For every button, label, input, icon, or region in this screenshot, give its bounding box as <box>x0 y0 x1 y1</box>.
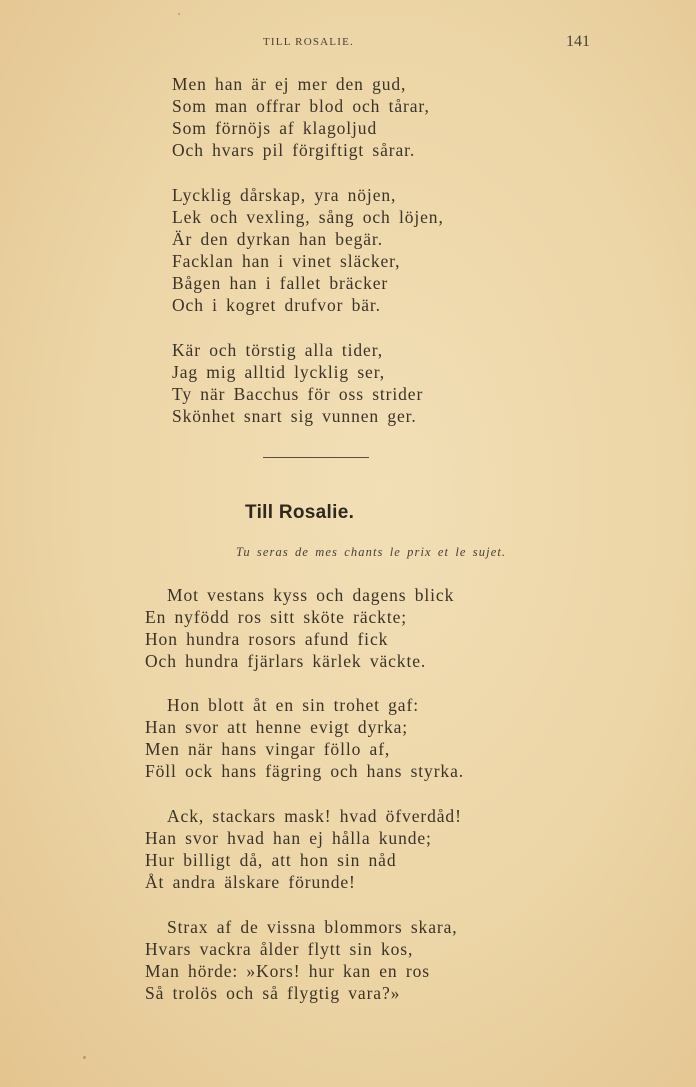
poem-stanza-2 <box>145 694 464 782</box>
running-title: TILL ROSALIE. <box>263 36 354 48</box>
poem-stanza-3 <box>145 805 462 893</box>
previous-poem-stanza-2 <box>172 184 444 316</box>
verse-line: Lycklig dårskap, yra nöjen, <box>172 185 397 205</box>
verse-line: Mot vestans kyss och dagens blick <box>167 585 455 605</box>
verse-line: Hur billigt då, att hon sin nåd <box>145 850 397 870</box>
previous-poem-stanza-1 <box>172 73 430 161</box>
verse-line: Jag mig alltid lycklig ser, <box>172 362 386 382</box>
verse-line: Är den dyrkan han begär. <box>172 229 383 249</box>
page-number: 141 <box>566 33 590 50</box>
section-divider <box>263 457 369 458</box>
verse-line: Strax af de vissna blommors skara, <box>167 917 458 937</box>
verse-line: Åt andra älskare förunde! <box>145 872 356 892</box>
verse-line: Facklan han i vinet släcker, <box>172 251 401 271</box>
verse-line: Ack, stackars mask! hvad öfverdåd! <box>167 806 462 826</box>
verse-line: Han svor att henne evigt dyrka; <box>145 717 409 737</box>
verse-line: Hon blott åt en sin trohet gaf: <box>167 695 419 715</box>
verse-line: Men han är ej mer den gud, <box>172 74 407 94</box>
verse-line: Så trolös och så flygtig vara?» <box>145 983 401 1003</box>
verse-line: En nyfödd ros sitt sköte räckte; <box>145 607 408 627</box>
verse-line: Han svor hvad han ej hålla kunde; <box>145 828 432 848</box>
verse-line: Föll ock hans fägring och hans styrka. <box>145 761 465 781</box>
verse-line: Och i kogret drufvor bär. <box>172 295 381 315</box>
verse-line: Bågen han i fallet bräcker <box>172 273 389 293</box>
verse-line: Hvars vackra ålder flytt sin kos, <box>145 939 414 959</box>
paper-speck <box>178 13 180 15</box>
poem-title: Till Rosalie. <box>245 502 355 523</box>
verse-line: Lek och vexling, sång och löjen, <box>172 207 444 227</box>
verse-line: Men när hans vingar föllo af, <box>145 739 391 759</box>
paper-speck <box>83 1056 86 1059</box>
epigraph: Tu seras de mes chants le prix et le sujet. <box>236 545 507 559</box>
verse-line: Hon hundra rosors afund fick <box>145 629 389 649</box>
verse-line: Och hundra fjärlars kärlek väckte. <box>145 651 427 671</box>
verse-line: Som man offrar blod och tårar, <box>172 96 430 116</box>
previous-poem-stanza-3 <box>172 339 423 427</box>
verse-line: Ty när Bacchus för oss strider <box>172 384 424 404</box>
verse-line: Man hörde: »Kors! hur kan en ros <box>145 961 430 981</box>
poem-stanza-1 <box>145 584 454 672</box>
poem-stanza-4 <box>145 916 458 1004</box>
verse-line: Och hvars pil förgiftigt sårar. <box>172 140 416 160</box>
verse-line: Skönhet snart sig vunnen ger. <box>172 406 417 426</box>
verse-line: Som förnöjs af klagoljud <box>172 118 378 138</box>
verse-line: Kär och törstig alla tider, <box>172 340 384 360</box>
